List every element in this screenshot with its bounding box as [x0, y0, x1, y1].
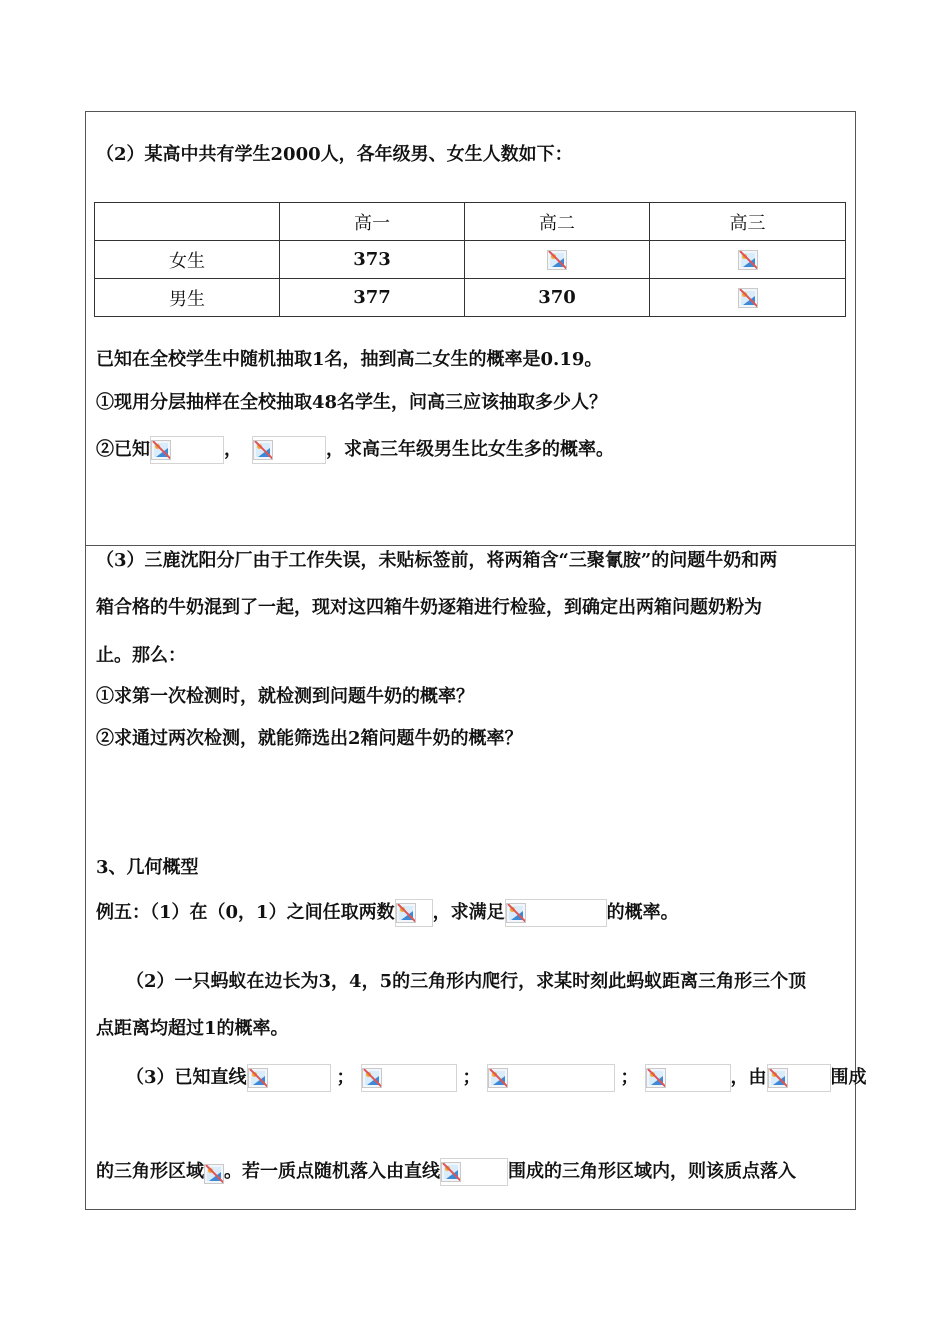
ex5-text-a: 例五：（1）在（0，1）之间任取两数	[96, 902, 395, 923]
broken-image-icon	[204, 1164, 224, 1184]
formula-image	[767, 1064, 831, 1092]
table-cell	[650, 279, 846, 317]
p3-semicolon: ；	[462, 1067, 481, 1088]
q2-part1: ①现用分层抽样在全校抽取48名学生，问高三应该抽取多少人？	[96, 392, 608, 413]
ex5-text-b: ，求满足	[432, 902, 505, 923]
p3-text-end: 围成	[830, 1067, 867, 1088]
q3-part1: ①求第一次检测时，就检测到问题牛奶的概率？	[96, 686, 474, 707]
table-cell	[465, 241, 650, 279]
broken-image-icon	[506, 903, 526, 923]
formula-image	[252, 436, 326, 464]
p3-semicolon: ；	[620, 1067, 639, 1088]
table-header-cell: 高一	[280, 203, 465, 241]
broken-image-icon	[362, 1068, 382, 1088]
q2-part2	[96, 436, 854, 464]
table-header-row	[95, 203, 846, 241]
p3-line2-b: 。若一质点随机落入由直线	[224, 1161, 440, 1182]
broken-image-icon	[396, 903, 416, 923]
table-cell: 370	[465, 279, 650, 317]
broken-image-icon	[646, 1068, 666, 1088]
formula-image	[150, 436, 224, 464]
formula-image	[440, 1158, 508, 1186]
broken-image-icon	[738, 288, 758, 308]
table-row	[95, 279, 846, 317]
ex5-text-c: 的概率。	[606, 902, 679, 923]
broken-image-icon	[488, 1068, 508, 1088]
q2-known: 已知在全校学生中随机抽取1名，抽到高二女生的概率是0.19。	[96, 349, 603, 370]
table-cell: 377	[280, 279, 465, 317]
broken-image-icon	[253, 440, 273, 460]
broken-image-icon	[441, 1162, 461, 1182]
geo-p2-line2: 点距离均超过1的概率。	[96, 1018, 289, 1039]
formula-image	[361, 1064, 457, 1092]
broken-image-icon	[547, 250, 567, 270]
table-header-cell: 高二	[465, 203, 650, 241]
row-label: 男生	[95, 279, 280, 317]
formula-image	[505, 899, 607, 927]
geo-heading: 3、几何概型	[96, 857, 199, 878]
p3-semicolon: ；	[336, 1067, 355, 1088]
table-row	[95, 241, 846, 279]
q2-intro: （2）某高中共有学生2000人，各年级男、女生人数如下：	[96, 144, 573, 165]
table-header-cell: 高三	[650, 203, 846, 241]
broken-image-icon	[248, 1068, 268, 1088]
q2-part2-b: ，求高三年级男生比女生多的概率。	[326, 439, 614, 460]
p3-line2-c: 围成的三角形区域内，则该质点落入	[508, 1161, 796, 1182]
formula-image	[395, 899, 433, 927]
section-divider	[85, 545, 856, 546]
q2-part2-a: ②已知	[96, 439, 150, 460]
geo-p3-line2	[96, 1158, 854, 1186]
geo-p3-line1	[126, 1064, 867, 1092]
geo-example5	[96, 899, 854, 927]
q3-line3: 止。那么：	[96, 645, 186, 666]
broken-image-icon	[738, 250, 758, 270]
formula-image	[247, 1064, 331, 1092]
grade-table	[94, 202, 846, 317]
table-cell	[650, 241, 846, 279]
broken-image-icon	[151, 440, 171, 460]
table-cell: 373	[280, 241, 465, 279]
q2-part2-sep: ，	[224, 439, 242, 460]
q3-line2: 箱合格的牛奶混到了一起，现对这四箱牛奶逐箱进行检验，到确定出两箱问题奶粉为	[96, 597, 762, 618]
geo-p2-line1: （2）一只蚂蚁在边长为3，4，5的三角形内爬行，求某时刻此蚂蚁距离三角形三个顶	[126, 971, 807, 992]
formula-image	[487, 1064, 615, 1092]
formula-image	[645, 1064, 731, 1092]
broken-image-icon	[768, 1068, 788, 1088]
p3-line2-a: 的三角形区域	[96, 1161, 204, 1182]
q3-line1: （3）三鹿沈阳分厂由于工作失误，未贴标签前，将两箱含“三聚氰胺”的问题牛奶和两	[96, 550, 778, 571]
q3-part2: ②求通过两次检测，就能筛选出2箱问题牛奶的概率？	[96, 728, 523, 749]
row-label: 女生	[95, 241, 280, 279]
p3-text-a: （3）已知直线	[126, 1067, 247, 1088]
table-header-cell	[95, 203, 280, 241]
p3-text-comma: ，由	[730, 1067, 767, 1088]
